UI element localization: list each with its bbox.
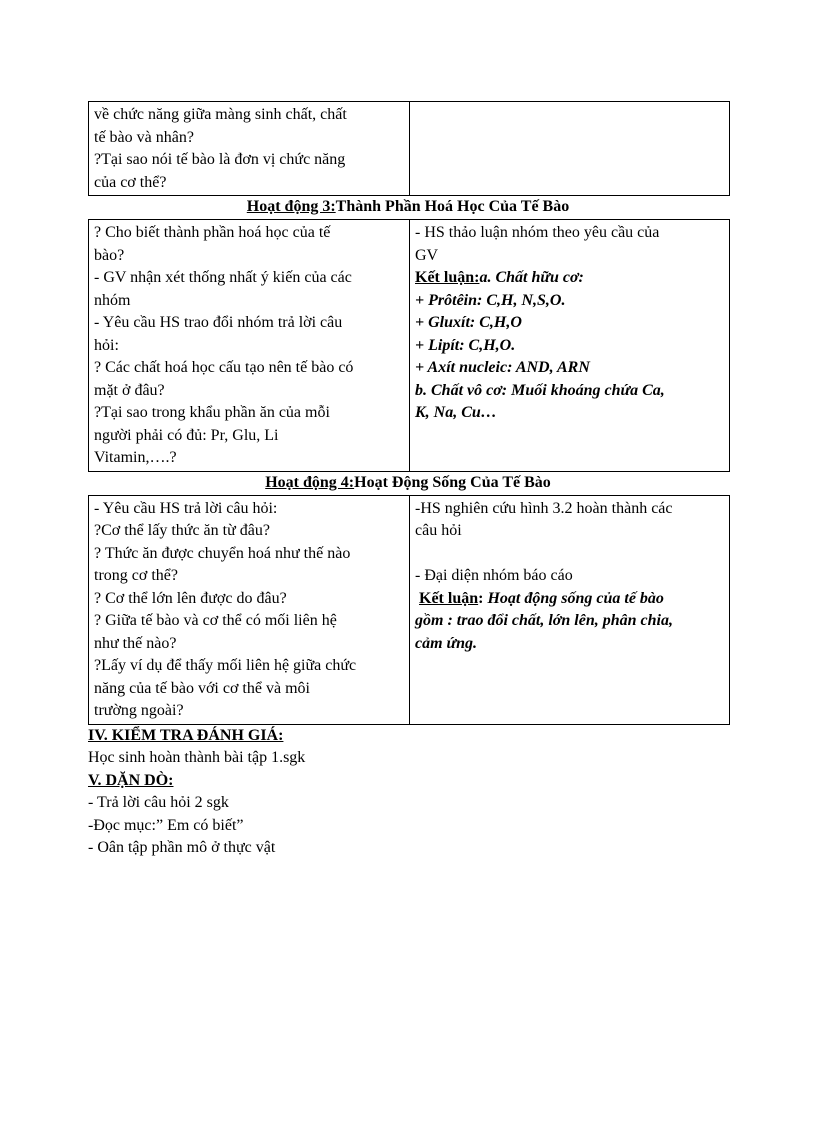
blank-line [415, 543, 725, 566]
document-page [88, 101, 728, 860]
section-title: IV. KIỂM TRA ĐÁNH GIÁ: [88, 726, 284, 744]
text-line: tế bào và nhân? [94, 128, 194, 146]
section-homework [88, 770, 728, 860]
activity3-label: Hoạt động 3: [246, 198, 336, 215]
activity4-heading [88, 472, 728, 495]
text-line: -HS nghiên cứu hình 3.2 hoàn thành các [415, 499, 673, 517]
text-line: người phải có đủ: Pr, Glu, Li [94, 426, 279, 444]
activity3-teacher-cell [89, 220, 410, 472]
text-line: của cơ thể? [94, 173, 167, 191]
continuation-right-cell [410, 102, 730, 196]
activity3-title: Thành Phần Hoá Học Của Tế Bào [335, 198, 570, 215]
continuation-left-cell [89, 102, 410, 196]
activity3-heading [88, 196, 728, 219]
activity4-table [88, 495, 730, 725]
text-line: gồm : trao đổi chất, lớn lên, phân chia, [415, 612, 673, 629]
activity4-title: Hoạt Động Sống Của Tế Bào [354, 473, 551, 491]
organic-heading: a. Chất hữu cơ: [479, 269, 584, 286]
text-line: - Đại diện nhóm báo cáo [415, 567, 573, 584]
activity3-table [88, 219, 730, 472]
text-line: b. Chất vô cơ: Muối khoáng chứa Ca, [415, 381, 665, 399]
text-line: Vitamin,….? [94, 449, 177, 466]
text-line: + Axít nucleic: AND, ARN [415, 359, 590, 376]
text-line: nhóm [94, 291, 131, 309]
text-line: cảm ứng. [415, 634, 478, 652]
text-line: hỏi: [94, 336, 119, 354]
text-line: K, Na, Cu… [415, 404, 497, 421]
conclusion-label: Kết luận [419, 589, 479, 607]
text-line: ?Lấy ví dụ để thấy mối liên hệ giữa chức [94, 657, 357, 674]
text-line: - Trả lời câu hỏi 2 sgk [88, 794, 229, 811]
conclusion-line [415, 588, 725, 611]
conclusion-colon: : [478, 589, 488, 607]
text-line: ?Tại sao trong khẩu phần ăn của mỗi [94, 404, 330, 421]
text-line: -Đọc mục:” Em có biết” [88, 816, 244, 834]
text-line: ? Cho biết thành phần hoá học của tế [94, 224, 331, 241]
text-line: + Prôtêin: C,H, N,S,O. [415, 291, 566, 309]
text-line: Học sinh hoàn thành bài tập 1.sgk [88, 749, 306, 766]
activity4-teacher-cell [89, 495, 410, 724]
section-title: V. DẶN DÒ: [88, 771, 174, 789]
table-row [89, 220, 730, 472]
text-line: mặt ở đâu? [94, 381, 165, 399]
text-line: năng của tế bào với cơ thể và môi [94, 679, 310, 697]
text-line: ? Các chất hoá học cấu tạo nên tế bào có [94, 359, 354, 376]
text-line: - GV nhận xét thống nhất ý kiến của các [94, 269, 352, 286]
text-line: như thế nào? [94, 634, 177, 652]
text-line: về chức năng giữa màng sinh chất, chất [94, 106, 347, 123]
text-line: câu hỏi [415, 522, 462, 539]
activity4-label: Hoạt động 4: [265, 473, 355, 491]
text-line: ? Cơ thể lớn lên được do đâu? [94, 589, 287, 607]
text-line: - Yêu cầu HS trao đổi nhóm trả lời câu [94, 314, 343, 331]
conclusion-label: Kết luận: [415, 269, 480, 286]
text-line: ? Thức ăn được chuyển hoá như thế nào [94, 544, 351, 562]
table-row [89, 495, 730, 724]
activity3-student-cell [410, 220, 730, 472]
text-line: - Yêu cầu HS trả lời câu hỏi: [94, 499, 278, 517]
continuation-table [88, 101, 730, 196]
text-line: + Gluxít: C,H,O [415, 314, 522, 331]
text-line: trong cơ thể? [94, 567, 178, 584]
conclusion-line [415, 267, 725, 290]
activity4-student-cell [410, 495, 730, 724]
text-line: + Lipít: C,H,O. [415, 336, 516, 354]
text-line: ? Giữa tế bào và cơ thể có mối liên hệ [94, 612, 337, 629]
text-line: ?Tại sao nói tế bào là đơn vị chức năng [94, 151, 346, 168]
text-line: bào? [94, 246, 125, 264]
table-row [89, 102, 730, 196]
text-line: - HS thảo luận nhóm theo yêu cầu của [415, 224, 660, 241]
conclusion-text: Hoạt động sống của tế bào [487, 589, 664, 607]
text-line: - Oân tập phần mô ở thực vật [88, 839, 276, 856]
section-assessment [88, 725, 728, 770]
text-line: GV [415, 246, 439, 264]
text-line: ?Cơ thể lấy thức ăn từ đâu? [94, 522, 270, 539]
text-line: trường ngoài? [94, 702, 184, 719]
